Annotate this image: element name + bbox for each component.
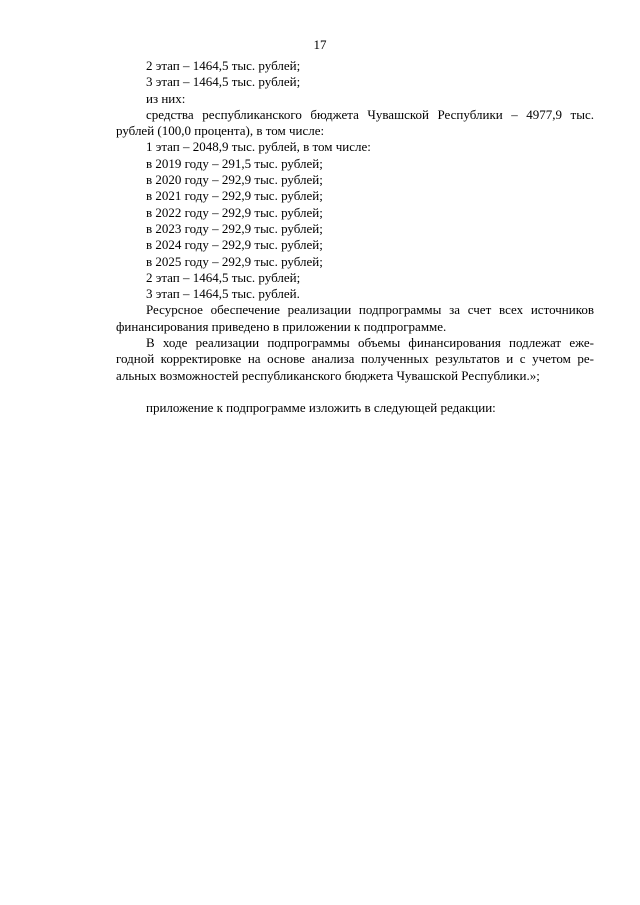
text-line: в 2025 году – 292,9 тыс. рублей; xyxy=(146,253,323,269)
text-line: альных возможностей республиканского бюджета Чувашской Республики.»; xyxy=(116,367,540,383)
page-number: 17 xyxy=(313,37,327,52)
text-line: средства республиканского бюджета Чувашской Республики – 4977,9 тыс. xyxy=(146,106,594,122)
paragraph-gap xyxy=(116,384,594,400)
text-line: 3 этап – 1464,5 тыс. рублей; xyxy=(146,74,301,90)
closing-line: приложение к подпрограмме изложить в следующей редакции: xyxy=(146,399,496,415)
text-line: финансирования приведено в приложении к подпрограмме. xyxy=(116,318,447,334)
text-line: в 2021 году – 292,9 тыс. рублей; xyxy=(146,188,323,204)
document-body xyxy=(116,58,594,416)
text-line: в 2024 году – 292,9 тыс. рублей; xyxy=(146,237,323,253)
text-line: в 2022 году – 292,9 тыс. рублей; xyxy=(146,204,323,220)
text-line: 1 этап – 2048,9 тыс. рублей, в том числе: xyxy=(146,139,371,155)
text-line: рублей (100,0 процента), в том числе: xyxy=(116,123,325,139)
text-line: в 2023 году – 292,9 тыс. рублей; xyxy=(146,220,323,236)
text-line: 2 этап – 1464,5 тыс. рублей; xyxy=(146,58,301,73)
text-line: 2 этап – 1464,5 тыс. рублей; xyxy=(146,269,301,285)
text-line: Ресурсное обеспечение реализации подпрограммы за счет всех источников xyxy=(146,302,594,318)
text-line: в 2020 году – 292,9 тыс. рублей; xyxy=(146,172,323,188)
text-line: В ходе реализации подпрограммы объемы финансирования подлежат еже- xyxy=(146,335,594,351)
text-line: из них: xyxy=(146,90,186,106)
text-line: в 2019 году – 291,5 тыс. рублей; xyxy=(146,155,323,171)
text-line: годной корректировке на основе анализа полученных результатов и с учетом ре- xyxy=(116,351,594,367)
text-line: 3 этап – 1464,5 тыс. рублей. xyxy=(146,286,300,302)
